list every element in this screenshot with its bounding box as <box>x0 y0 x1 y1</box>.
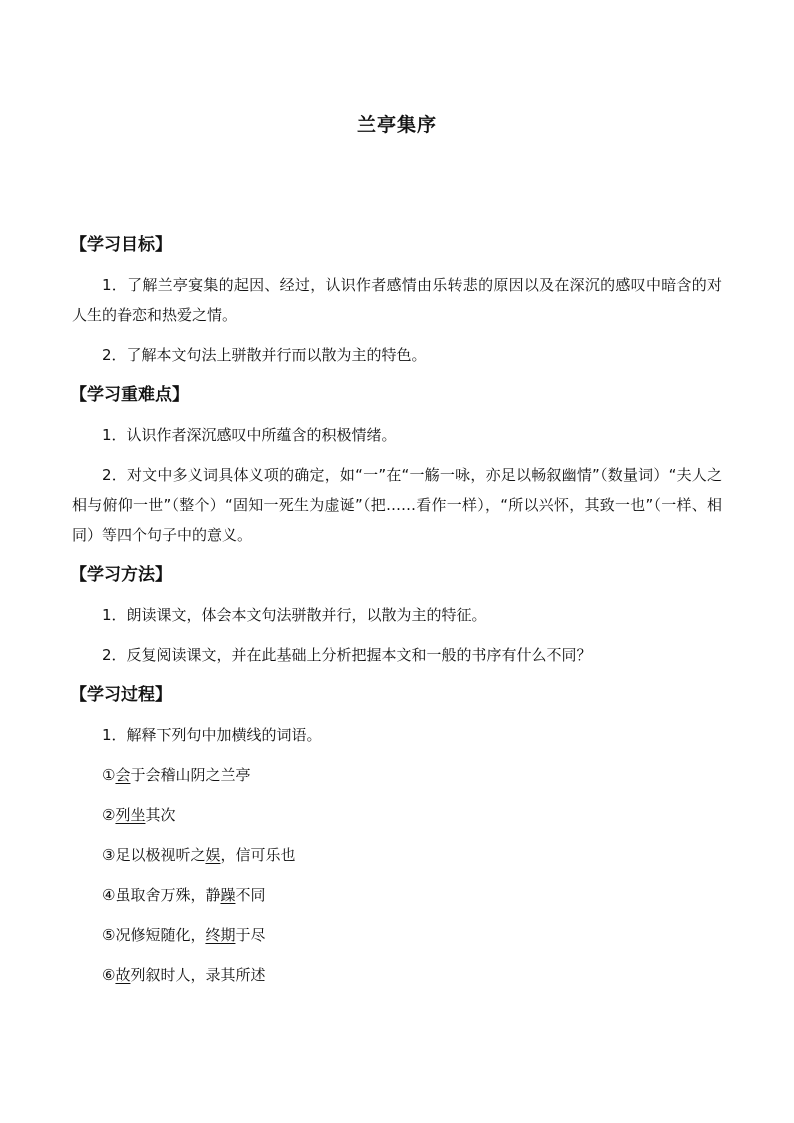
exercise-item: ⑥故列叙时人，录其所述 <box>102 966 266 984</box>
process-paragraph-1: 1．解释下列句中加横线的词语。 <box>102 726 322 744</box>
methods-paragraph-1: 1．朗读课文，体会本文句法骈散并行，以散为主的特征。 <box>102 606 487 624</box>
underlined-word: 故 <box>115 966 131 984</box>
section-heading-keypoints: 【学习重难点】 <box>70 385 189 405</box>
section-heading-methods: 【学习方法】 <box>70 565 172 585</box>
underlined-word: 终期 <box>205 926 236 944</box>
underlined-word: 躁 <box>220 886 236 904</box>
exercise-item: ④虽取舍万殊，静躁不同 <box>102 886 266 904</box>
keypoints-paragraph-2: 2．对文中多义词具体义项的确定，如“一”在“一觞一咏，亦足以畅叙幽情”（数量词）“夫人之相与俯仰一世”（整个）“固知一死生为虚诞”（把……看作一样），“所以兴怀，其致一也”（一样、相同）等四个句子中的意义。 <box>72 466 722 544</box>
section-heading-goals: 【学习目标】 <box>70 235 172 255</box>
goals-paragraph-1: 1．了解兰亭宴集的起因、经过，认识作者感情由乐转悲的原因以及在深沉的感叹中暗含的对人生的眷恋和热爱之情。 <box>72 276 722 324</box>
underlined-word: 列坐 <box>115 806 146 824</box>
page-title: 兰亭集序 <box>356 114 437 136</box>
keypoints-paragraph-1: 1．认识作者深沉感叹中所蕴含的积极情绪。 <box>102 426 397 444</box>
section-heading-process: 【学习过程】 <box>70 685 172 705</box>
methods-paragraph-2: 2．反复阅读课文，并在此基础上分析把握本文和一般的书序有什么不同？ <box>102 646 592 664</box>
underlined-word: 会 <box>115 766 131 784</box>
exercise-item: ③足以极视听之娱，信可乐也 <box>102 846 296 864</box>
exercise-item: ①会于会稽山阴之兰亭 <box>102 766 251 784</box>
underlined-word: 娱 <box>205 846 221 864</box>
document-body <box>72 230 722 990</box>
exercise-item: ⑤况修短随化，终期于尽 <box>102 926 266 944</box>
exercise-item: ②列坐其次 <box>102 806 176 824</box>
goals-paragraph-2: 2．了解本文句法上骈散并行而以散为主的特色。 <box>102 346 427 364</box>
